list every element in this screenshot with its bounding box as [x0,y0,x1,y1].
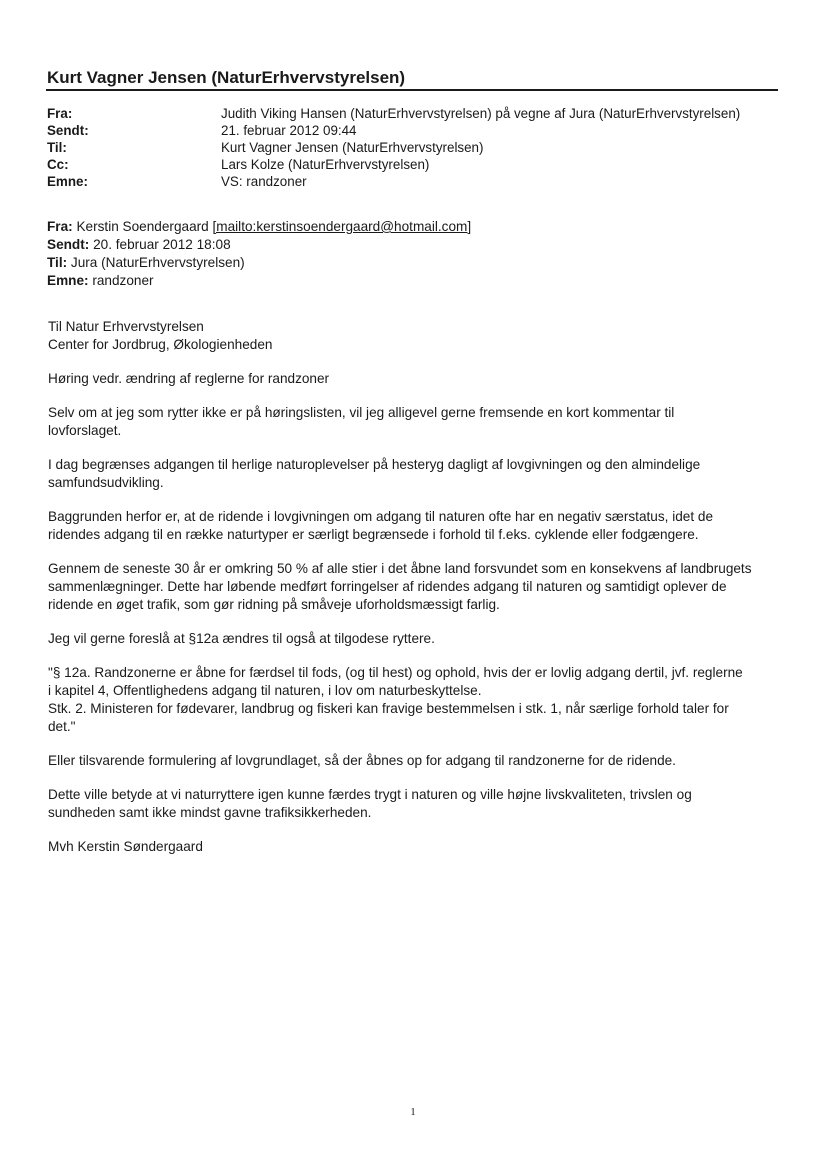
forwarded-header [47,218,471,290]
to-label: Til: [47,140,67,155]
paragraph-today: I dag begrænses adgangen til herlige naturoplevelser på hesteryg dagligt af lovgivningen og den almindelige samfundsudvikling. [48,457,701,490]
from-label: Fra: [47,106,73,121]
sent-label: Sendt: [47,123,89,138]
header-cc-row [47,156,740,173]
header-to-row [47,139,740,156]
forwarded-subject-row [47,272,471,290]
forwarded-to-value: Jura (NaturErhvervstyrelsen) [70,255,245,270]
recipient-address: Til Natur Erhvervstyrelsen Center for Jordbrug, Økologienheden [48,319,273,352]
header-subject-row [47,173,740,190]
forwarded-from-value: Kerstin Soendergaard [76,219,209,234]
page-title: Kurt Vagner Jensen (NaturErhvervstyrelsen) [47,68,406,87]
forwarded-sent-row [47,236,471,254]
paragraph-background: Baggrunden herfor er, at de ridende i lovgivningen om adgang til naturen ofte har en negativ særstatus, idet de ridendes adgang til en række naturtyper er særligt begrænsede i forhold til f.eks. cyklende eller fodgængere. [48,509,714,542]
subject-value: VS: randzoner [221,174,307,189]
forwarded-to-label: Til: [47,255,68,270]
forwarded-subject-label: Emne: [47,273,89,288]
header-sent-row [47,122,740,139]
subject-label: Emne: [47,174,88,189]
sent-value: 21. februar 2012 09:44 [221,123,357,138]
forwarded-to-row [47,254,471,272]
email-header [47,105,740,190]
paragraph-intro: Selv om at jeg som rytter ikke er på høringslisten, vil jeg alligevel gerne fremsende en kort kommentar til lovforslaget. [48,405,675,438]
email-body [48,318,778,872]
cc-label: Cc: [47,157,69,172]
forwarded-sent-value: 20. februar 2012 18:08 [93,237,231,252]
signoff: Mvh Kerstin Søndergaard [48,839,203,854]
forwarded-subject-value: randzoner [92,273,154,288]
title-divider [46,89,778,91]
paragraph-quote: "§ 12a. Randzonerne er åbne for færdsel til fods, (og til hest) og ophold, hvis der er lovlig adgang dertil, jvf. reglerne i kapitel 4, Offentlighedens adgang til naturen, i lov om naturbeskyttelse. Stk. 2. Ministeren for fødevarer, landbrug og fiskeri kan fravige bestemmelsen i stk. 1, når særlige forhold taler for det." [48,665,743,734]
from-value: Judith Viking Hansen (NaturErhvervstyrelsen) på vegne af Jura (NaturErhvervstyrelsen) [221,106,741,121]
cc-value: Lars Kolze (NaturErhvervstyrelsen) [221,157,430,172]
forwarded-sent-label: Sendt: [47,237,90,252]
paragraph-alternative: Eller tilsvarende formulering af lovgrundlaget, så der åbnes op for adgang til randzonerne for de ridende. [48,753,676,768]
paragraph-proposal: Jeg vil gerne foreslå at §12a ændres til også at tilgodese ryttere. [48,631,435,646]
sender-email-link[interactable]: [mailto:kerstinsoendergaard@hotmail.com] [212,219,472,234]
to-value: Kurt Vagner Jensen (NaturErhvervstyrelsen) [221,140,484,155]
forwarded-from-row [47,218,471,236]
forwarded-from-label: Fra: [47,219,73,234]
paragraph-benefit: Dette ville betyde at vi naturryttere igen kunne færdes trygt i naturen og ville højne livskvaliteten, trivslen og sundheden samt ikke mindst gavne trafiksikkerheden. [48,787,692,820]
page-number: 1 [410,1106,416,1118]
header-from-row [47,105,740,122]
letter-heading: Høring vedr. ændring af reglerne for randzoner [48,371,330,386]
paragraph-paths: Gennem de seneste 30 år er omkring 50 % af alle stier i det åbne land forsvundet som en konsekvens af landbrugets sammenlægninger. Dette har løbende medført forringelser af ridendes adgang til naturen og samtidigt oplever de ridende en øget trafik, som gør ridning på småveje uforholdsmæssigt farlig. [48,561,752,612]
